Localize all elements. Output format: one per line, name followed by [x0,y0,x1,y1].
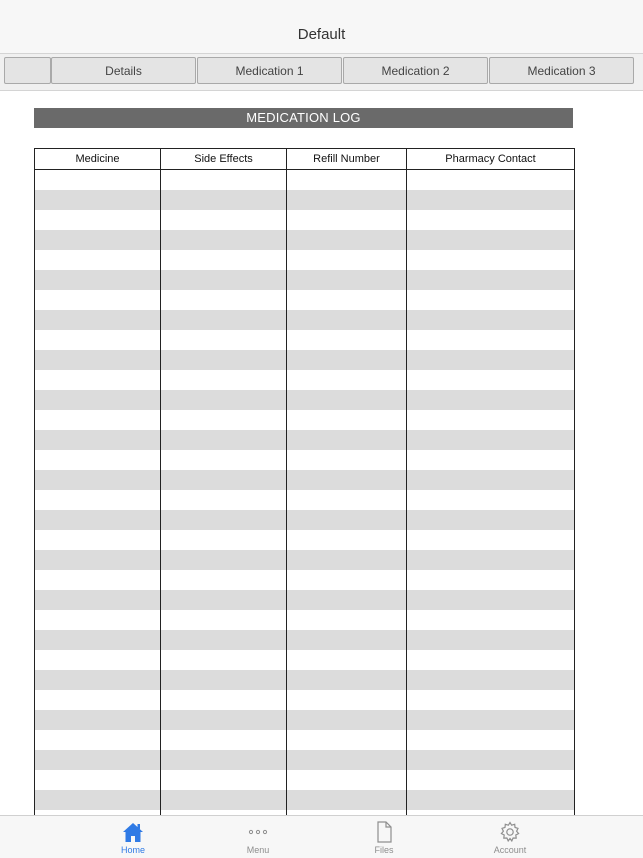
table-row [35,210,575,230]
table-cell[interactable] [287,250,407,270]
table-cell[interactable] [35,530,161,550]
table-cell[interactable] [35,650,161,670]
table-row [35,310,575,330]
page-title: Default [297,26,346,43]
tab-details[interactable]: Details [51,57,196,84]
table-cell[interactable] [407,730,575,750]
table-cell[interactable] [35,170,161,191]
table-cell[interactable] [35,190,161,210]
table-cell[interactable] [287,730,407,750]
table-cell[interactable] [161,530,287,550]
more-icon [246,821,270,843]
table-row [35,190,575,210]
table-cell[interactable] [407,790,575,810]
table-cell[interactable] [161,170,287,191]
table-row [35,570,575,590]
table-row [35,350,575,370]
table-cell[interactable] [407,550,575,570]
table-cell[interactable] [35,370,161,390]
table-row [35,530,575,550]
bottom-tab-account-label: Account [493,845,527,855]
table-cell[interactable] [287,470,407,490]
table-cell[interactable] [35,390,161,410]
table-row [35,290,575,310]
table-cell[interactable] [161,350,287,370]
table-cell[interactable] [35,230,161,250]
table-cell[interactable] [161,210,287,230]
table-cell[interactable] [287,450,407,470]
table-cell[interactable] [407,610,575,630]
tab-medication-2[interactable]: Medication 2 [343,57,488,84]
table-cell[interactable] [35,770,161,790]
table-cell[interactable] [407,490,575,510]
tab-medication-1[interactable]: Medication 1 [197,57,342,84]
bottom-tab-bar [0,815,643,858]
table-cell[interactable] [161,330,287,350]
table-row [35,710,575,730]
table-cell[interactable] [161,450,287,470]
table-cell[interactable] [287,350,407,370]
table-cell[interactable] [287,750,407,770]
table-row [35,230,575,250]
table-cell[interactable] [35,610,161,630]
table-cell[interactable] [35,470,161,490]
medication-log-table [34,148,575,815]
table-cell[interactable] [287,710,407,730]
table-row [35,550,575,570]
table-row [35,170,575,191]
table-row [35,730,575,750]
table-cell[interactable] [161,590,287,610]
table-cell[interactable] [407,690,575,710]
table-cell[interactable] [407,650,575,670]
table-cell[interactable] [407,270,575,290]
table-cell[interactable] [161,390,287,410]
table-cell[interactable] [287,490,407,510]
table-cell[interactable] [407,210,575,230]
table-cell[interactable] [287,670,407,690]
table-cell[interactable] [161,490,287,510]
table-cell[interactable] [407,290,575,310]
table-cell[interactable] [161,310,287,330]
table-cell[interactable] [287,630,407,650]
table-cell[interactable] [35,730,161,750]
table-cell[interactable] [407,410,575,430]
medication-log-title: MEDICATION LOG [34,108,573,128]
table-cell[interactable] [161,670,287,690]
bottom-tab-menu[interactable] [218,816,298,858]
bottom-tab-account[interactable] [470,816,550,858]
table-cell[interactable] [161,790,287,810]
table-cell[interactable] [161,550,287,570]
table-cell[interactable] [161,190,287,210]
column-header-refill-number: Refill Number [287,149,407,170]
table-cell[interactable] [161,630,287,650]
table-cell[interactable] [35,670,161,690]
table-cell[interactable] [161,770,287,790]
table-cell[interactable] [35,210,161,230]
table-cell[interactable] [287,430,407,450]
table-row [35,670,575,690]
table-cell[interactable] [407,430,575,450]
table-cell[interactable] [287,590,407,610]
column-header-medicine: Medicine [35,149,161,170]
table-cell[interactable] [35,250,161,270]
table-row [35,370,575,390]
table-cell[interactable] [161,230,287,250]
table-cell[interactable] [35,350,161,370]
table-cell[interactable] [407,350,575,370]
table-cell[interactable] [161,730,287,750]
table-cell[interactable] [161,410,287,430]
table-cell[interactable] [287,210,407,230]
table-cell[interactable] [287,410,407,430]
table-row [35,410,575,430]
table-cell[interactable] [161,610,287,630]
table-cell[interactable] [287,790,407,810]
bottom-tab-menu-label: Menu [246,845,270,855]
table-cell[interactable] [407,570,575,590]
table-cell[interactable] [287,530,407,550]
table-cell[interactable] [35,330,161,350]
table-row [35,770,575,790]
table-cell[interactable] [407,630,575,650]
navigation-bar [0,0,643,54]
table-cell[interactable] [35,410,161,430]
table-cell[interactable] [407,510,575,530]
table-row [35,630,575,650]
table-header-row [35,149,575,170]
table-cell[interactable] [287,690,407,710]
table-cell[interactable] [407,230,575,250]
table-cell[interactable] [407,390,575,410]
tab-blank[interactable] [4,57,51,84]
table-cell[interactable] [407,590,575,610]
table-cell[interactable] [287,550,407,570]
table-cell[interactable] [287,770,407,790]
tab-bar [0,54,643,91]
table-cell[interactable] [287,370,407,390]
table-cell[interactable] [287,610,407,630]
table-cell[interactable] [287,390,407,410]
table-cell[interactable] [287,570,407,590]
table-row [35,430,575,450]
table-cell[interactable] [287,330,407,350]
bottom-tab-home-label: Home [120,845,145,855]
table-cell[interactable] [35,270,161,290]
bottom-tab-files-label: Files [374,845,394,855]
table-row [35,270,575,290]
table-cell[interactable] [35,310,161,330]
table-cell[interactable] [35,710,161,730]
table-cell[interactable] [35,630,161,650]
table-cell[interactable] [35,790,161,810]
table-cell[interactable] [35,290,161,310]
table-cell[interactable] [407,710,575,730]
table-cell[interactable] [407,190,575,210]
column-header-pharmacy-contact: Pharmacy Contact [407,149,575,170]
table-cell[interactable] [407,750,575,770]
table-cell[interactable] [287,290,407,310]
table-cell[interactable] [407,370,575,390]
table-cell[interactable] [161,290,287,310]
table-cell[interactable] [35,550,161,570]
table-row [35,510,575,530]
table-row [35,390,575,410]
table-cell[interactable] [35,430,161,450]
table-cell[interactable] [407,450,575,470]
table-cell[interactable] [161,370,287,390]
table-cell[interactable] [407,670,575,690]
table-cell[interactable] [161,710,287,730]
table-cell[interactable] [161,510,287,530]
table-row [35,590,575,610]
table-row [35,690,575,710]
table-cell[interactable] [407,470,575,490]
table-cell[interactable] [407,250,575,270]
document-view[interactable] [0,91,643,815]
table-cell[interactable] [35,570,161,590]
table-cell[interactable] [407,530,575,550]
table-cell[interactable] [407,330,575,350]
table-cell[interactable] [407,170,575,191]
table-cell[interactable] [287,510,407,530]
table-row [35,750,575,770]
table-row [35,250,575,270]
table-cell[interactable] [35,450,161,470]
table-cell[interactable] [35,690,161,710]
bottom-tab-home[interactable] [93,816,173,858]
table-cell[interactable] [161,650,287,670]
table-cell[interactable] [287,310,407,330]
table-cell[interactable] [161,750,287,770]
table-row [35,330,575,350]
table-cell[interactable] [287,170,407,191]
table-cell[interactable] [287,190,407,210]
table-cell[interactable] [407,310,575,330]
table-row [35,450,575,470]
table-cell[interactable] [161,430,287,450]
file-icon [372,821,396,843]
table-cell[interactable] [35,510,161,530]
table-cell[interactable] [161,270,287,290]
bottom-tab-files[interactable] [344,816,424,858]
table-row [35,790,575,810]
table-cell[interactable] [35,750,161,770]
table-cell[interactable] [161,690,287,710]
table-cell[interactable] [35,490,161,510]
table-row [35,650,575,670]
table-cell[interactable] [407,770,575,790]
table-cell[interactable] [161,470,287,490]
table-cell[interactable] [287,270,407,290]
table-row [35,490,575,510]
table-cell[interactable] [287,230,407,250]
home-icon [121,821,145,843]
column-header-side-effects: Side Effects [161,149,287,170]
tab-medication-3[interactable]: Medication 3 [489,57,634,84]
table-row [35,470,575,490]
gear-icon [498,821,522,843]
table-cell[interactable] [35,590,161,610]
table-cell[interactable] [161,570,287,590]
table-row [35,610,575,630]
table-cell[interactable] [287,650,407,670]
table-cell[interactable] [161,250,287,270]
